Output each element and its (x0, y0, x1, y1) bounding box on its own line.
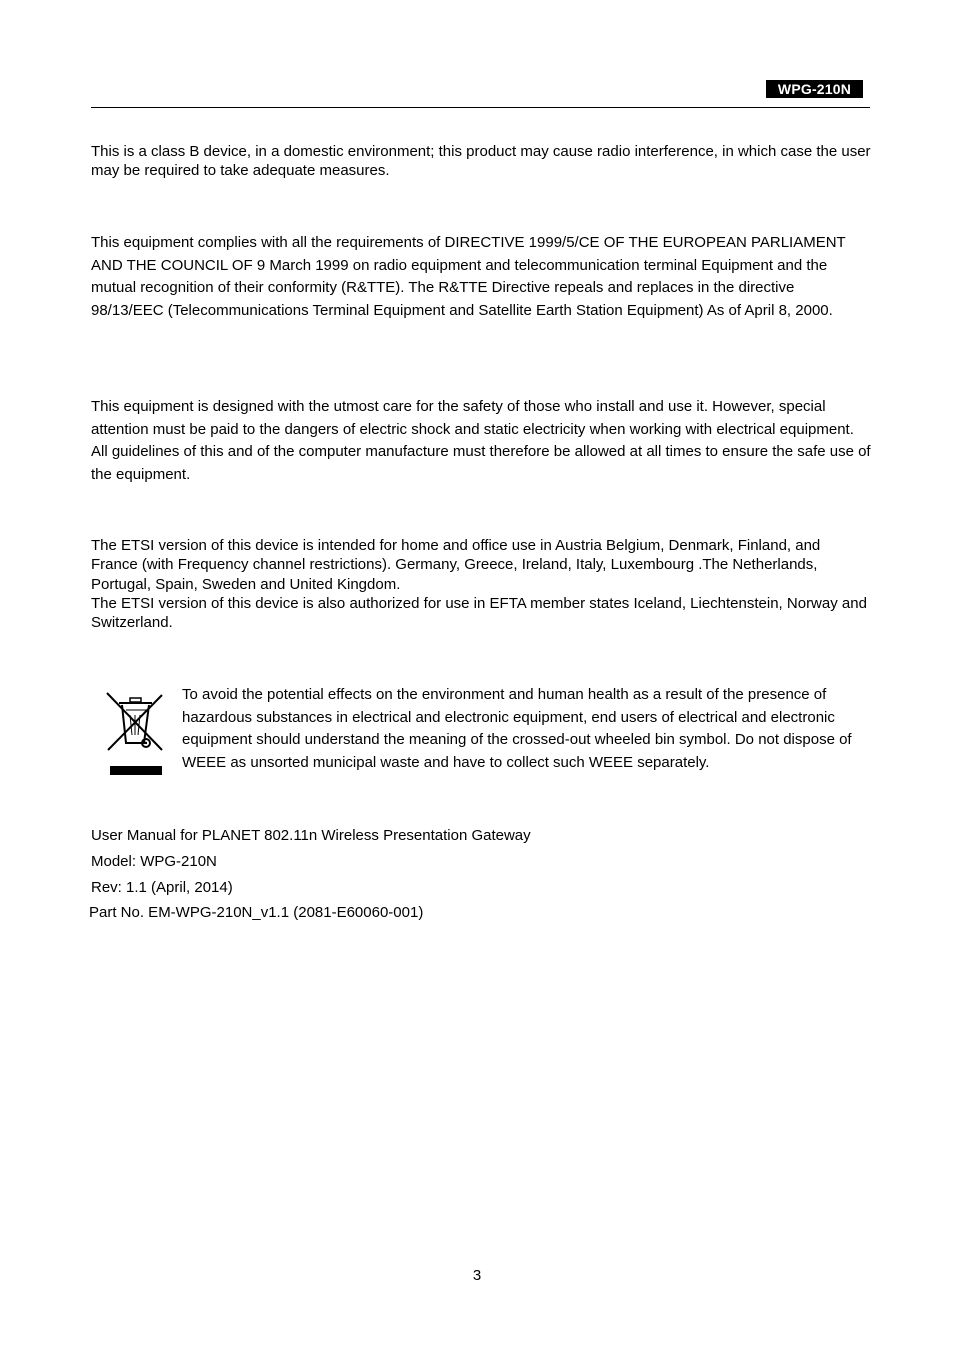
crossed-out-wheeled-bin-icon (104, 690, 166, 780)
manual-part-number: Part No. EM-WPG-210N_v1.1 (2081-E60060-001) (89, 904, 424, 921)
etsi-usage-notice: The ETSI version of this device is intended for home and office use in Austria Belgium, Denmark, Finland, and France (with Frequency channel restrictions). Germany, Greece, Ireland, Italy, Luxembourg .The Netherlands, Portugal, Spain, Sweden and United Kingdom. (91, 537, 821, 593)
header-divider (91, 107, 870, 108)
class-b-notice: This is a class B device, in a domestic environment; this product may cause radio interference, in which case the user may be required to take adequate measures. (91, 143, 871, 180)
weee-notice: To avoid the potential effects on the environment and human health as a result of the presence of hazardous substances in electrical and electronic equipment, end users of electrical and electronic equipment should understand the meaning of the crossed-out wheeled bin symbol. Do not dispose of WEEE as unsorted municipal waste and have to collect such WEEE separately. (182, 686, 852, 771)
manual-title: User Manual for PLANET 802.11n Wireless Presentation Gateway (91, 827, 531, 844)
etsi-efta-notice: The ETSI version of this device is also authorized for use in EFTA member states Iceland, Liechtenstein, Norway and Switzerland. (91, 595, 867, 632)
manual-model: Model: WPG-210N (91, 853, 217, 870)
model-badge: WPG-210N (766, 80, 863, 98)
safety-notice: This equipment is designed with the utmost care for the safety of those who install and use it. However, special attention must be paid to the dangers of electric shock and static electricity when working with electrical equipment. All guidelines of this and of the computer manufacture must therefore be allowed at all times to ensure the safe use of the equipment. (91, 398, 871, 484)
rtte-compliance-notice: This equipment complies with all the requirements of DIRECTIVE 1999/5/CE OF THE EUROPEAN PARLIAMENT AND THE COUNCIL OF 9 March 1999 on radio equipment and telecommunication terminal Equipment and the mutual recognition of their conformity (R&TTE). The R&TTE Directive repeals and replaces in the directive 98/13/EEC (Telecommunications Terminal Equipment and Satellite Earth Station Equipment) As of April 8, 2000. (91, 234, 846, 320)
manual-revision: Rev: 1.1 (April, 2014) (91, 879, 233, 896)
page-number: 3 (472, 1267, 482, 1284)
